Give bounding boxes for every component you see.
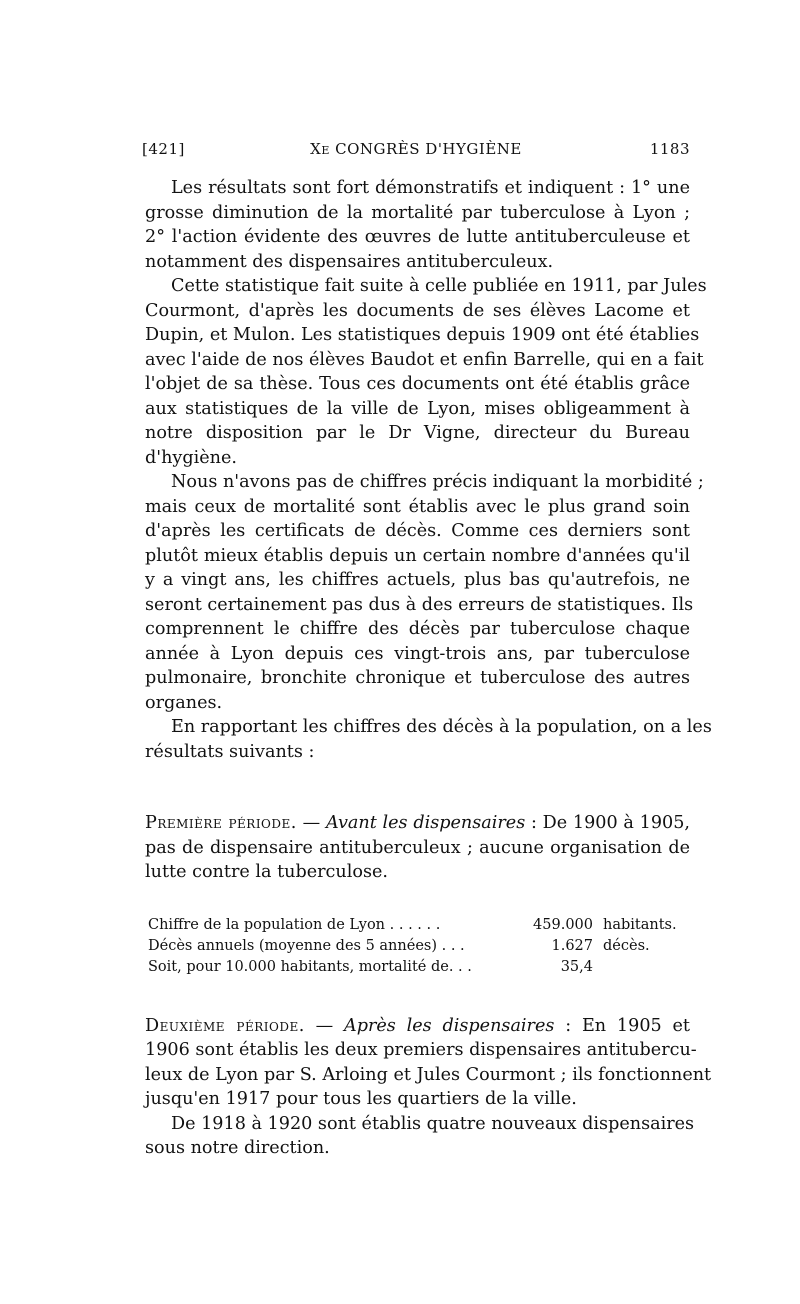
paragraph-morbidity xyxy=(145,470,704,715)
text-line: plutôt mieux établis depuis un certain nombre d'années qu'il xyxy=(145,545,690,566)
text-line: Courmont, d'après les documents de ses élèves Lacome et xyxy=(145,300,690,321)
text-line: y a vingt ans, les chiffres actuels, plus bas qu'autrefois, ne xyxy=(145,570,690,590)
stat-label: Soit, pour 10.000 habitants, mortalité de. . . xyxy=(148,958,472,975)
stat-value: 459.000 xyxy=(533,916,593,933)
text-line: grosse diminution de la mortalité par tuberculose à Lyon ; xyxy=(145,202,690,223)
text-line: Nous n'avons pas de chiffres précis indiquant la morbidité ; xyxy=(171,472,704,492)
statistics-table xyxy=(148,915,683,978)
paragraph-results xyxy=(145,176,690,274)
page-number: 1183 xyxy=(649,140,690,158)
text-line: d'hygiène. xyxy=(145,447,238,468)
paragraph-new-dispensaries xyxy=(145,1112,695,1161)
text-line: De 1918 à 1920 sont établis quatre nouveaux dispensaires xyxy=(171,1113,695,1134)
text-line: En rapportant les chiffres des décès à la population, on a les xyxy=(171,717,712,737)
text-line: résultats suivants : xyxy=(145,741,315,762)
period-heading: Deuxième période. xyxy=(145,1015,305,1036)
stat-value: 35,4 xyxy=(560,958,593,975)
table-row xyxy=(148,936,683,957)
page-reference: [421] xyxy=(142,140,185,158)
period-subtitle: Avant les dispensaires xyxy=(325,813,526,833)
text-line: pulmonaire, bronchite chronique et tuberculose des autres xyxy=(145,668,690,688)
stat-label: Chiffre de la population de Lyon . . . . . . xyxy=(148,916,441,933)
paragraph-statistics-source xyxy=(145,274,707,470)
section-second-period xyxy=(145,1014,712,1112)
period-heading: Première période. xyxy=(145,813,297,833)
text-line: Dupin, et Mulon. Les statistiques depuis 1909 ont été établies xyxy=(145,325,700,345)
stat-unit: décès. xyxy=(603,937,650,954)
text-line: d'après les certificats de décès. Comme ces derniers sont xyxy=(145,521,690,541)
text-line: l'objet de sa thèse. Tous ces documents ont été établis grâce xyxy=(145,374,690,394)
text-line: avec l'aide de nos élèves Baudot et enfin Barrelle, qui en a fait xyxy=(145,349,704,370)
text-line: Les résultats sont fort démonstratifs et indiquent : 1° une xyxy=(171,178,690,198)
stat-label: Décès annuels (moyenne des 5 années) . . . xyxy=(148,937,465,954)
heading-dash: — xyxy=(304,1015,344,1036)
text-line: lutte contre la tuberculose. xyxy=(145,862,388,882)
text-line: comprennent le chiffre des décès par tuberculose chaque xyxy=(145,619,690,639)
stat-unit xyxy=(603,957,683,978)
table-row xyxy=(148,915,683,936)
heading-dash: — xyxy=(296,813,326,833)
text-line: notre disposition par le Dr Vigne, directeur du Bureau xyxy=(145,423,690,443)
text-line: organes. xyxy=(145,692,223,713)
text-line: sous notre direction. xyxy=(145,1138,330,1158)
running-header xyxy=(142,140,690,164)
text-line: leux de Lyon par S. Arloing et Jules Courmont ; ils fonctionnent xyxy=(145,1064,712,1085)
text-fragment: : De 1900 à 1905, xyxy=(525,813,691,833)
text-line: 2° l'action évidente des œuvres de lutte antituberculeuse et xyxy=(145,227,690,247)
text-line: pas de dispensaire antituberculeux ; aucune organisation de xyxy=(145,837,690,858)
text-line: Cette statistique fait suite à celle publiée en 1911, par Jules xyxy=(171,276,707,296)
text-line: notamment des dispensaires antituberculeux. xyxy=(145,251,554,272)
page-body xyxy=(145,176,712,1161)
stat-value: 1.627 xyxy=(551,937,593,954)
text-line: jusqu'en 1917 pour tous les quartiers de la ville. xyxy=(145,1089,577,1109)
section-first-period xyxy=(145,811,690,885)
text-line xyxy=(145,811,690,836)
text-line: seront certainement pas dus à des erreurs de statistiques. Ils xyxy=(145,594,694,615)
stat-unit: habitants. xyxy=(603,916,677,933)
period-subtitle: Après les dispensaires xyxy=(344,1015,555,1036)
paragraph-population xyxy=(145,715,712,764)
text-fragment: : En 1905 et xyxy=(554,1015,690,1036)
text-line xyxy=(145,1014,690,1039)
text-line: 1906 sont établis les deux premiers dispensaires antitubercu- xyxy=(145,1040,697,1060)
text-line: mais ceux de mortalité sont établis avec le plus grand soin xyxy=(145,496,690,517)
text-line: année à Lyon depuis ces vingt-trois ans, par tuberculose xyxy=(145,643,690,664)
table-row xyxy=(148,957,683,978)
running-title: Xe CONGRÈS D'HYGIÈNE xyxy=(310,140,522,158)
text-line: aux statistiques de la ville de Lyon, mises obligeamment à xyxy=(145,398,690,419)
